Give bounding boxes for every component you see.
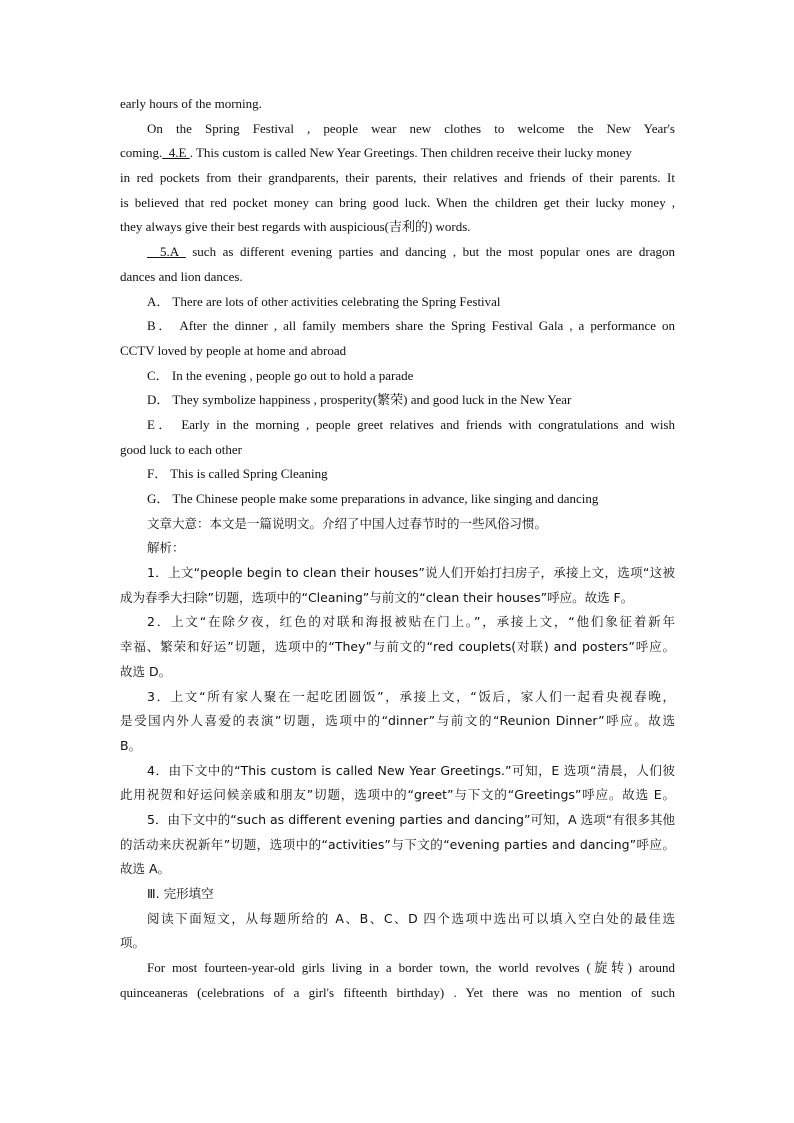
analysis-label: 解析：: [147, 540, 185, 556]
section-heading: Ⅲ. 完形填空: [147, 886, 214, 901]
option-f: F． This is called Spring Cleaning: [147, 466, 328, 482]
explanation-3-cont: 是受国内外人喜爱的表演”切题，选项中的“dinner”与前文的“Reunion Dinner”呼应。故选: [120, 713, 675, 729]
option-d: D． They symbolize happiness , prosperity(繁荣) and good luck in the New Year: [147, 392, 572, 408]
passage-line: [120, 141, 675, 166]
cloze-passage-line: quinceaneras (celebrations of a girl's fifteenth birthday) . Yet there was no mention of such: [120, 984, 675, 1000]
explanation-2-cont: 幸福、繁荣和好运”切题，选项中的“They”与前文的“red couplets(对联) and posters”呼应。: [120, 639, 675, 655]
passage-line: [120, 240, 675, 265]
explanation-1-cont: 成为春季大扫除”切题，选项中的“Cleaning”与前文的“clean their houses”呼应。故选 F。: [120, 589, 634, 605]
answer-blank-5-text: 5.A: [160, 244, 180, 260]
passage-text: . This custom is called New Year Greetings. Then children receive their lucky money: [189, 145, 632, 161]
explanation-5-cont: 的活动来庆祝新年”切题，选项中的“activities”与下文的“evening parties and dancing”呼应。: [120, 836, 675, 852]
answer-blank-5: [147, 244, 186, 259]
option-e: E． Early in the morning , people greet relatives and friends with congratulations and wish: [147, 416, 675, 432]
option-a: A． There are lots of other activities celebrating the Spring Festival: [147, 293, 501, 309]
explanation-3: 3．上文“所有家人聚在一起吃团圆饭”，承接上文，“饭后，家人们一起看央视春晚，: [147, 688, 675, 704]
explanation-3-end: B。: [120, 737, 142, 753]
explanation-1: 1．上文“people begin to clean their houses”说人们开始打扫房子，承接上文，选项“这被: [147, 565, 675, 581]
explanation-5: 5．由下文中的“such as different evening parties and dancing”可知，A 选项“有很多其他: [147, 811, 675, 827]
passage-line: early hours of the morning.: [120, 96, 262, 111]
explanation-4-cont: 此用祝贺和好运问候亲戚和朋友”切题，选项中的“greet”与下文的“Greetings”呼应。故选 E。: [120, 787, 675, 803]
option-b-cont: CCTV loved by people at home and abroad: [120, 342, 347, 358]
passage-line: in red pockets from their grandparents, their parents, their relatives and friends of their parents. It: [120, 170, 675, 186]
option-c: C． In the evening , people go out to hold a parade: [147, 367, 414, 383]
explanation-2-end: 故选 D。: [120, 663, 172, 679]
cloze-passage-line: For most fourteen-year-old girls living in a border town, the world revolves (旋转) around: [147, 960, 675, 976]
passage-line: is believed that red pocket money can bring good luck. When the children get their lucky money ,: [120, 194, 675, 210]
option-g: G． The Chinese people make some preparations in advance, like singing and dancing: [147, 491, 599, 506]
passage-line: dances and lion dances.: [120, 268, 243, 284]
passage-line: On the Spring Festival , people wear new clothes to welcome the New Year's: [147, 120, 675, 136]
explanation-4: 4．由下文中的“This custom is called New Year Greetings.”可知，E 选项“清晨，人们彼: [147, 762, 675, 778]
answer-blank-4-text: 4.E: [168, 145, 187, 161]
passage-line: they always give their best regards with auspicious(吉利的) words.: [120, 219, 471, 235]
option-b: B． After the dinner , all family members share the Spring Festival Gala , a performance on: [147, 318, 675, 334]
document-page: [120, 92, 675, 1005]
passage-text: coming.: [120, 145, 163, 161]
explanation-2: 2．上文“在除夕夜，红色的对联和海报被贴在门上。”，承接上文，“他们象征着新年: [147, 614, 675, 630]
option-e-cont: good luck to each other: [120, 441, 243, 457]
article-summary: 文章大意：本文是一篇说明文。介绍了中国人过春节时的一些风俗习惯。: [147, 515, 548, 531]
explanation-5-end: 故选 A。: [120, 861, 171, 877]
section-instruction: 阅读下面短文，从每题所给的 A、B、C、D 四个选项中选出可以填入空白处的最佳选: [147, 910, 675, 926]
passage-text: such as different evening parties and dancing , but the most popular ones are dragon: [192, 244, 675, 260]
section-instruction-cont: 项。: [120, 935, 146, 951]
answer-blank-4: [162, 145, 189, 160]
